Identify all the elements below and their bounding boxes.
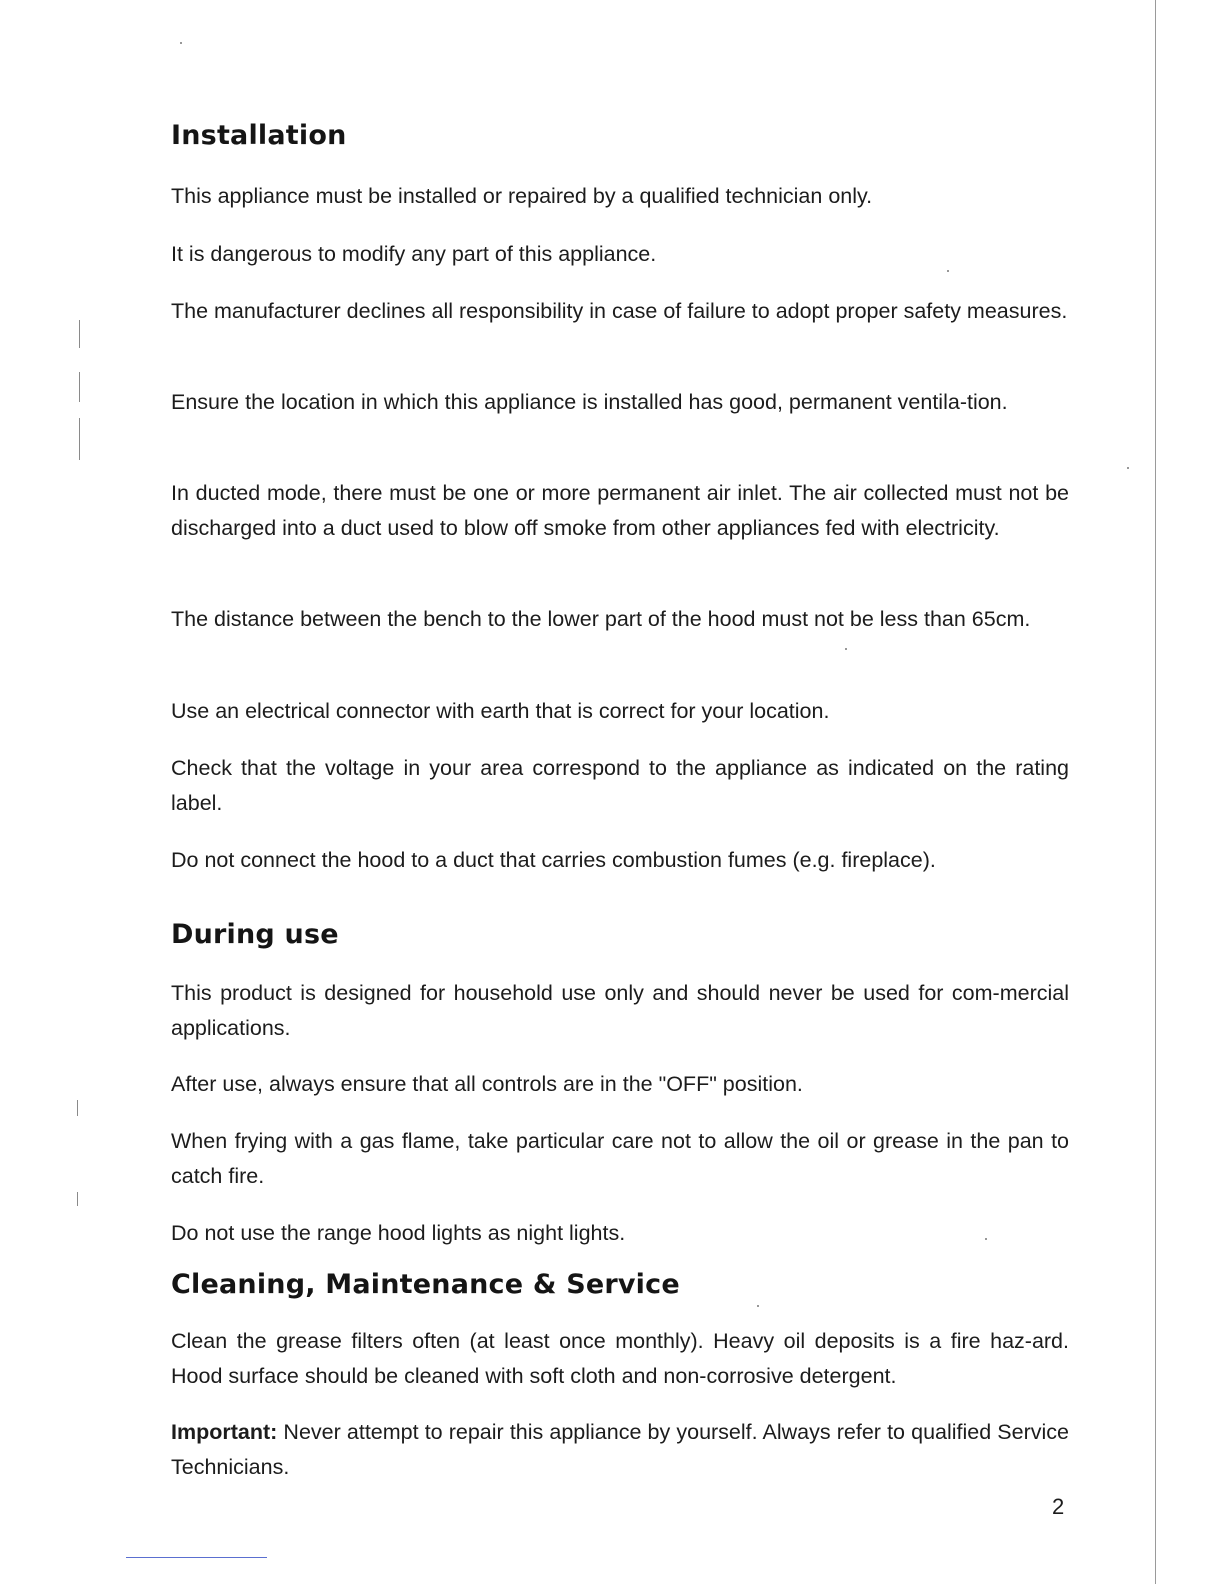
scan-edge-rule (1155, 0, 1156, 1584)
paragraph: In ducted mode, there must be one or more permanent air inlet. The air collected must not be discharged into a duct used to blow off smoke from other appliances fed with electricity. (171, 481, 1069, 540)
paragraph: It is dangerous to modify any part of this appliance. (171, 242, 657, 266)
binding-mark (77, 1192, 78, 1206)
section-heading-cleaning: Cleaning, Maintenance & Service (171, 1269, 680, 1300)
scan-speck (845, 648, 847, 650)
paragraph: Do not use the range hood lights as night lights. (171, 1221, 626, 1245)
paragraph: The manufacturer declines all responsibility in case of failure to adopt proper safety measures. (171, 299, 1068, 323)
section-heading-installation: Installation (171, 120, 347, 151)
paragraph: When frying with a gas flame, take particular care not to allow the oil or grease in the pan to catch fire. (171, 1129, 1069, 1188)
section-heading-during-use: During use (171, 919, 339, 950)
scan-speck (757, 1305, 759, 1307)
paragraph: Do not connect the hood to a duct that carries combustion fumes (e.g. fireplace). (171, 848, 936, 872)
important-label: Important: (171, 1420, 278, 1444)
paragraph: Check that the voltage in your area correspond to the appliance as indicated on the rating label. (171, 756, 1069, 815)
paragraph: Ensure the location in which this appliance is installed has good, permanent ventila-tion. (171, 390, 1008, 414)
binding-mark (79, 418, 80, 460)
binding-mark (79, 320, 80, 348)
page-number: 2 (1052, 1494, 1065, 1519)
footer-rule (126, 1557, 267, 1558)
binding-mark (79, 372, 80, 402)
paragraph: Clean the grease filters often (at least once monthly). Heavy oil deposits is a fire haz-ard. Hood surface should be cleaned with soft cloth and non-corrosive detergent. (171, 1329, 1069, 1388)
paragraph: After use, always ensure that all controls are in the "OFF" position. (171, 1072, 803, 1096)
scan-speck (180, 42, 182, 44)
scan-speck (1127, 467, 1129, 469)
paragraph: This appliance must be installed or repaired by a qualified technician only. (171, 184, 873, 208)
important-notice (171, 1415, 1069, 1484)
paragraph: Use an electrical connector with earth that is correct for your location. (171, 699, 830, 723)
paragraph: The distance between the bench to the lower part of the hood must not be less than 65cm. (171, 607, 1031, 631)
paragraph: This product is designed for household use only and should never be used for com-mercial applications. (171, 981, 1069, 1040)
important-text: Never attempt to repair this appliance by yourself. Always refer to qualified Service Technicians. (171, 1420, 1069, 1479)
binding-mark (77, 1100, 78, 1116)
